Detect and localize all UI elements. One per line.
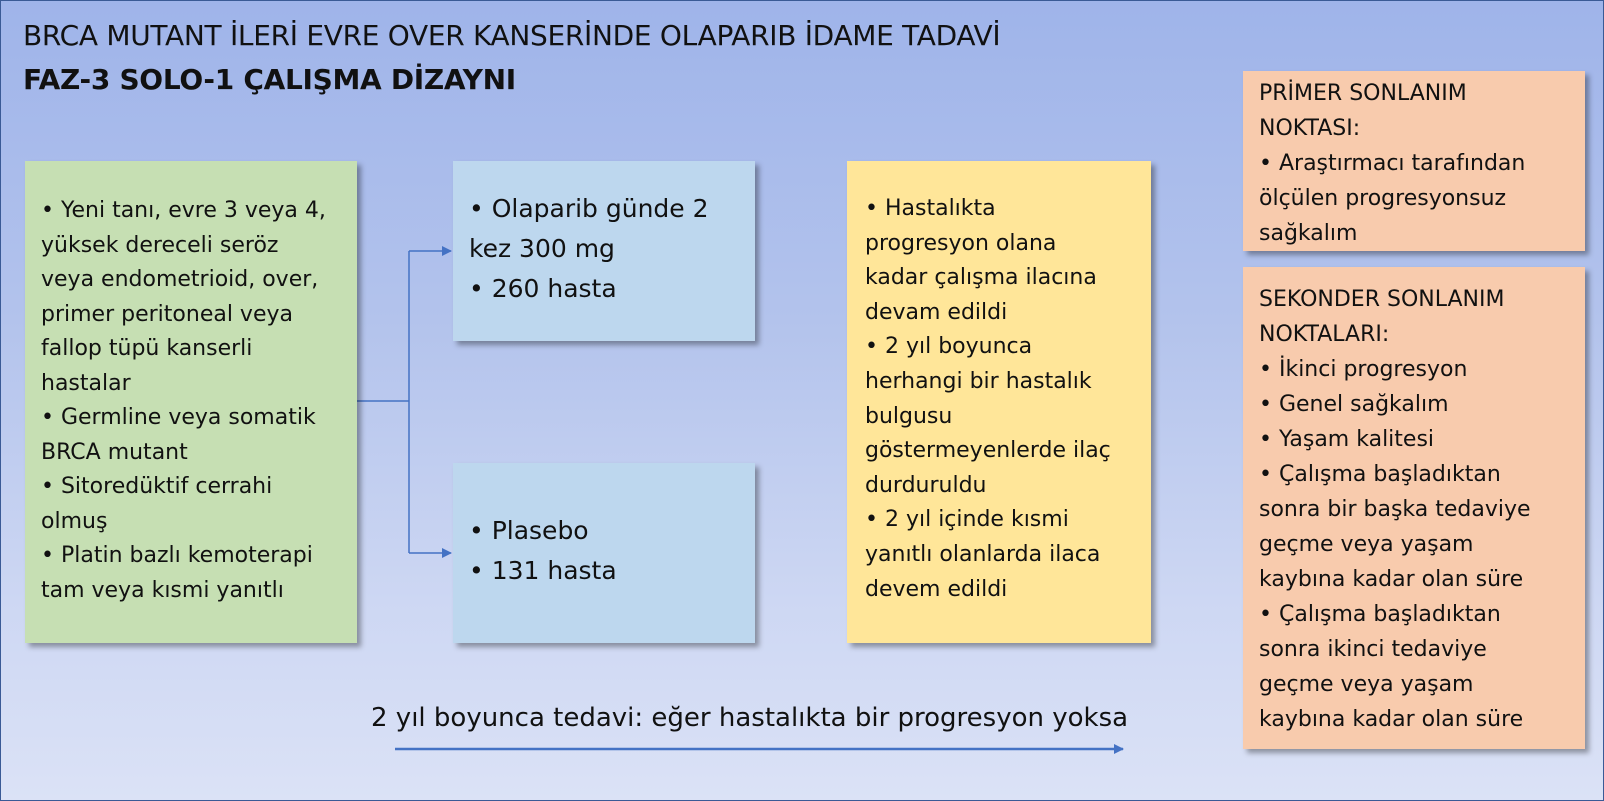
olaparib-arm-line: kez 300 mg (469, 234, 615, 263)
secondary-endpoint-line: • Çalışma başladıktan (1259, 462, 1501, 487)
primary-endpoint-line: ölçülen progresyonsuz (1259, 186, 1507, 211)
slide-title: BRCA MUTANT İLERİ EVRE OVER KANSERİNDE OLAPARIB İDAME TADAVİ (23, 19, 1001, 52)
treatment-rule-line: devam edildi (865, 299, 1008, 325)
olaparib-arm-line: • 260 hasta (469, 274, 617, 303)
inclusion-line: • Germline veya somatik (41, 405, 316, 430)
treatment-rule-line: • 2 yıl boyunca (865, 334, 1033, 360)
primary-endpoint-line: sağkalım (1259, 221, 1358, 246)
primary-endpoint-box (1243, 71, 1585, 251)
treatment-rule-line: • 2 yıl içinde kısmi (865, 507, 1069, 533)
treatment-rule-line: kadar çalışma ilacına (865, 265, 1097, 291)
primary-endpoint-line: • Araştırmacı tarafından (1259, 151, 1526, 176)
treatment-rules-box (847, 161, 1151, 643)
treatment-rule-line: progresyon olana (865, 230, 1057, 256)
inclusion-line: tam veya kısmi yanıtlı (41, 577, 284, 603)
inclusion-line: veya endometrioid, over, (41, 267, 319, 292)
secondary-endpoint-line: kaybına kadar olan süre (1259, 707, 1524, 732)
treatment-rule-line: yanıtlı olanlarda ilaca (865, 541, 1101, 567)
secondary-endpoint-line: • Çalışma başladıktan (1259, 602, 1501, 627)
secondary-endpoint-line: geçme veya yaşam (1259, 532, 1474, 557)
treatment-rule-line: durduruldu (865, 472, 987, 498)
inclusion-line: BRCA mutant (41, 439, 188, 465)
olaparib-arm-line: • Olaparib günde 2 (469, 194, 709, 223)
inclusion-line: • Platin bazlı kemoterapi (41, 543, 313, 568)
placebo-arm-box (453, 463, 755, 643)
treatment-rule-line: herhangi bir hastalık (865, 368, 1092, 394)
secondary-endpoint-line: sonra bir başka tedaviye (1259, 497, 1531, 522)
placebo-arm-line: • Plasebo (469, 516, 589, 545)
primary-endpoint-line: NOKTASI: (1259, 116, 1361, 141)
inclusion-criteria-box (25, 161, 357, 643)
inclusion-line: hastalar (41, 370, 131, 396)
inclusion-line: • Sitoredüktif cerrahi (41, 474, 273, 499)
treatment-rule-line: göstermeyenlerde ilaç (865, 438, 1111, 464)
inclusion-line: • Yeni tanı, evre 3 veya 4, (41, 198, 326, 223)
treatment-rule-line: bulgusu (865, 403, 953, 429)
secondary-endpoint-line: geçme veya yaşam (1259, 672, 1474, 697)
treatment-rule-line: devem edildi (865, 576, 1008, 602)
slide-subtitle: FAZ-3 SOLO-1 ÇALIŞMA DİZAYNI (23, 63, 516, 96)
secondary-endpoint-line: SEKONDER SONLANIM (1259, 287, 1505, 312)
inclusion-line: fallop tüpü kanserli (41, 336, 253, 361)
treatment-rule-line: • Hastalıkta (865, 196, 996, 221)
primary-endpoint-line: PRİMER SONLANIM (1259, 81, 1467, 106)
secondary-endpoint-line: NOKTALARI: (1259, 322, 1390, 347)
secondary-endpoint-line: sonra ikinci tedaviye (1259, 637, 1487, 662)
secondary-endpoint-line: • Genel sağkalım (1259, 392, 1449, 417)
secondary-endpoint-line: kaybına kadar olan süre (1259, 567, 1524, 592)
branch-connector (357, 251, 409, 553)
treatment-duration-caption: 2 yıl boyunca tedavi: eğer hastalıkta bir progresyon yoksa (371, 703, 1129, 733)
inclusion-line: yüksek dereceli seröz (41, 232, 279, 258)
olaparib-arm-box (453, 161, 755, 341)
secondary-endpoints-box (1243, 267, 1585, 749)
inclusion-line: olmuş (41, 508, 108, 534)
secondary-endpoint-line: • İkinci progresyon (1259, 357, 1468, 382)
placebo-arm-line: • 131 hasta (469, 556, 617, 585)
secondary-endpoint-line: • Yaşam kalitesi (1259, 427, 1435, 452)
inclusion-line: primer peritoneal veya (41, 301, 293, 327)
